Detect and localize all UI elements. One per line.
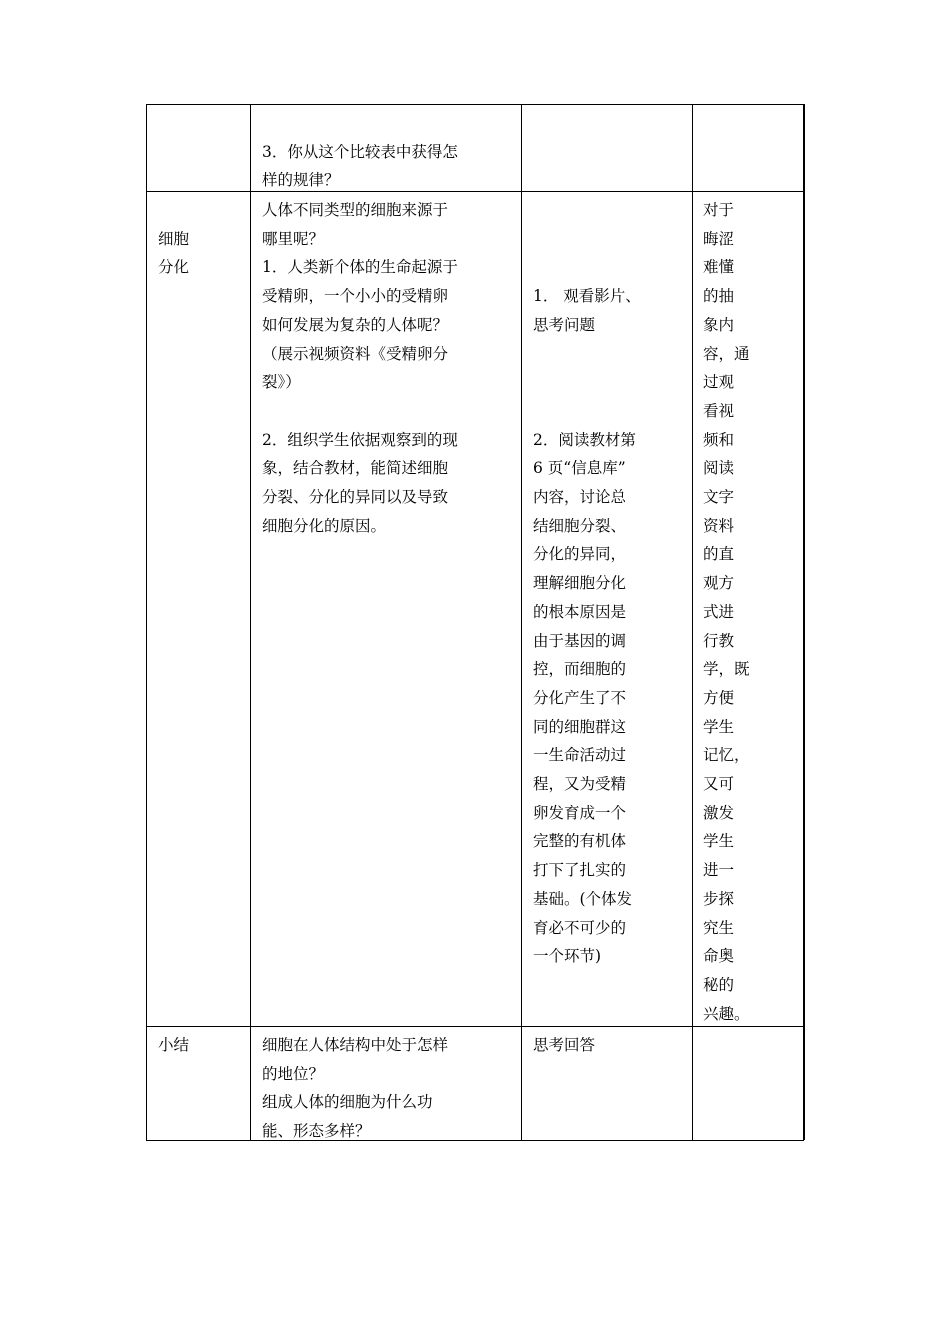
cell-line: 6 页“信息库”	[533, 459, 626, 478]
cell-line: 小结	[158, 1036, 190, 1054]
table-cell-teacher	[262, 109, 458, 195]
cell-line	[158, 196, 189, 225]
cell-line: 的直	[703, 545, 735, 564]
cell-line	[262, 109, 458, 138]
cell-line: （展示视频资料《受精卵分	[262, 344, 449, 363]
cell-line: 分化的异同，	[533, 545, 627, 564]
cell-line: 兴趣。	[703, 1004, 750, 1023]
cell-line: 程，又为受精	[533, 775, 627, 794]
cell-line	[533, 397, 641, 426]
cell-line	[533, 253, 641, 282]
cell-line: 难懂	[703, 258, 735, 277]
cell-line: 基础。(个体发	[533, 889, 633, 908]
cell-line: 细胞分化的原因。	[262, 516, 387, 535]
cell-line: 式进	[703, 602, 735, 621]
cell-line: 控，而细胞的	[533, 660, 627, 679]
cell-line: 细胞在人体结构中处于怎样	[262, 1036, 449, 1054]
table-cell-phase	[158, 196, 189, 282]
cell-line: 方便	[703, 688, 735, 707]
cell-line: 受精卵，一个小小的受精卵	[262, 287, 449, 306]
cell-line: 结细胞分裂、	[533, 516, 627, 535]
cell-line: 哪里呢？	[262, 229, 325, 248]
cell-line: 思考问题	[533, 315, 596, 334]
cell-line: 激发	[703, 803, 735, 822]
table-cell-intent	[703, 196, 750, 1028]
cell-line: 容，通	[703, 344, 750, 363]
column-divider	[521, 104, 522, 1140]
cell-line: 看视	[703, 401, 735, 420]
cell-line: 人体不同类型的细胞来源于	[262, 201, 449, 219]
cell-line: 记忆，	[703, 746, 750, 765]
cell-line: 进一	[703, 861, 735, 880]
cell-line: 频和	[703, 430, 735, 449]
cell-line: 内容，讨论总	[533, 488, 627, 507]
cell-line: 1．人类新个体的生命起源于	[262, 258, 458, 277]
cell-line: 能、形态多样？	[262, 1122, 371, 1141]
cell-line: 打下了扎实的	[533, 861, 627, 880]
column-divider	[692, 104, 693, 1140]
cell-line: 3．你从这个比较表中获得怎	[262, 142, 458, 161]
column-divider	[250, 104, 251, 1140]
cell-line: 象内	[703, 315, 735, 334]
cell-line: 由于基因的调	[533, 631, 627, 650]
cell-line	[533, 225, 641, 254]
table-cell-student	[533, 1031, 595, 1060]
cell-line: 裂》）	[262, 373, 301, 392]
cell-line: 学，既	[703, 660, 750, 679]
cell-line: 资料	[703, 516, 735, 535]
table-border-left	[146, 104, 147, 1140]
cell-line: 2．阅读教材第	[533, 430, 636, 449]
table-border-top	[146, 104, 804, 105]
cell-line: 理解细胞分化	[533, 574, 627, 593]
table-cell-phase	[158, 1031, 189, 1060]
cell-line	[533, 196, 641, 225]
cell-line: 分裂、分化的异同以及导致	[262, 488, 449, 507]
cell-line: 的抽	[703, 287, 735, 306]
cell-line: 思考回答	[533, 1036, 596, 1054]
table-border-bottom	[146, 1140, 804, 1141]
cell-line: 2．组织学生依据观察到的现	[262, 430, 458, 449]
cell-line: 一生命活动过	[533, 746, 627, 765]
cell-line: 命奥	[703, 947, 735, 966]
cell-line	[533, 368, 641, 397]
cell-line: 分化产生了不	[533, 688, 627, 707]
cell-line: 分化	[158, 258, 190, 277]
cell-line: 组成人体的细胞为什么功	[262, 1093, 433, 1112]
cell-line: 完整的有机体	[533, 832, 627, 851]
cell-line: 秘的	[703, 975, 735, 994]
cell-line	[533, 340, 641, 369]
cell-line: 行教	[703, 631, 735, 650]
cell-line	[262, 397, 458, 426]
table-cell-teacher	[262, 196, 458, 540]
cell-line: 细胞	[158, 229, 190, 248]
cell-line: 究生	[703, 918, 735, 937]
cell-line: 过观	[703, 373, 735, 392]
cell-line: 步探	[703, 889, 735, 908]
row-divider	[146, 191, 804, 192]
table-cell-teacher	[262, 1031, 448, 1146]
cell-line: 1． 观看影片、	[533, 287, 641, 306]
cell-line: 观方	[703, 574, 735, 593]
cell-line: 阅读	[703, 459, 735, 478]
table-border-right	[803, 104, 805, 1140]
table-cell-student	[533, 196, 641, 971]
cell-line: 卵发育成一个	[533, 803, 627, 822]
cell-line: 的地位？	[262, 1064, 325, 1083]
cell-line: 的根本原因是	[533, 602, 627, 621]
cell-line: 一个环节)	[533, 947, 602, 966]
cell-line: 同的细胞群这	[533, 717, 627, 736]
cell-line: 如何发展为复杂的人体呢？	[262, 315, 449, 334]
cell-line: 学生	[703, 832, 735, 851]
cell-line: 文字	[703, 488, 735, 507]
cell-line: 对于	[703, 201, 735, 219]
cell-line: 学生	[703, 717, 735, 736]
cell-line: 象，结合教材，能简述细胞	[262, 459, 449, 478]
cell-line: 样的规律？	[262, 171, 340, 190]
cell-line: 又可	[703, 775, 735, 794]
cell-line: 晦涩	[703, 229, 735, 248]
cell-line: 育必不可少的	[533, 918, 627, 937]
